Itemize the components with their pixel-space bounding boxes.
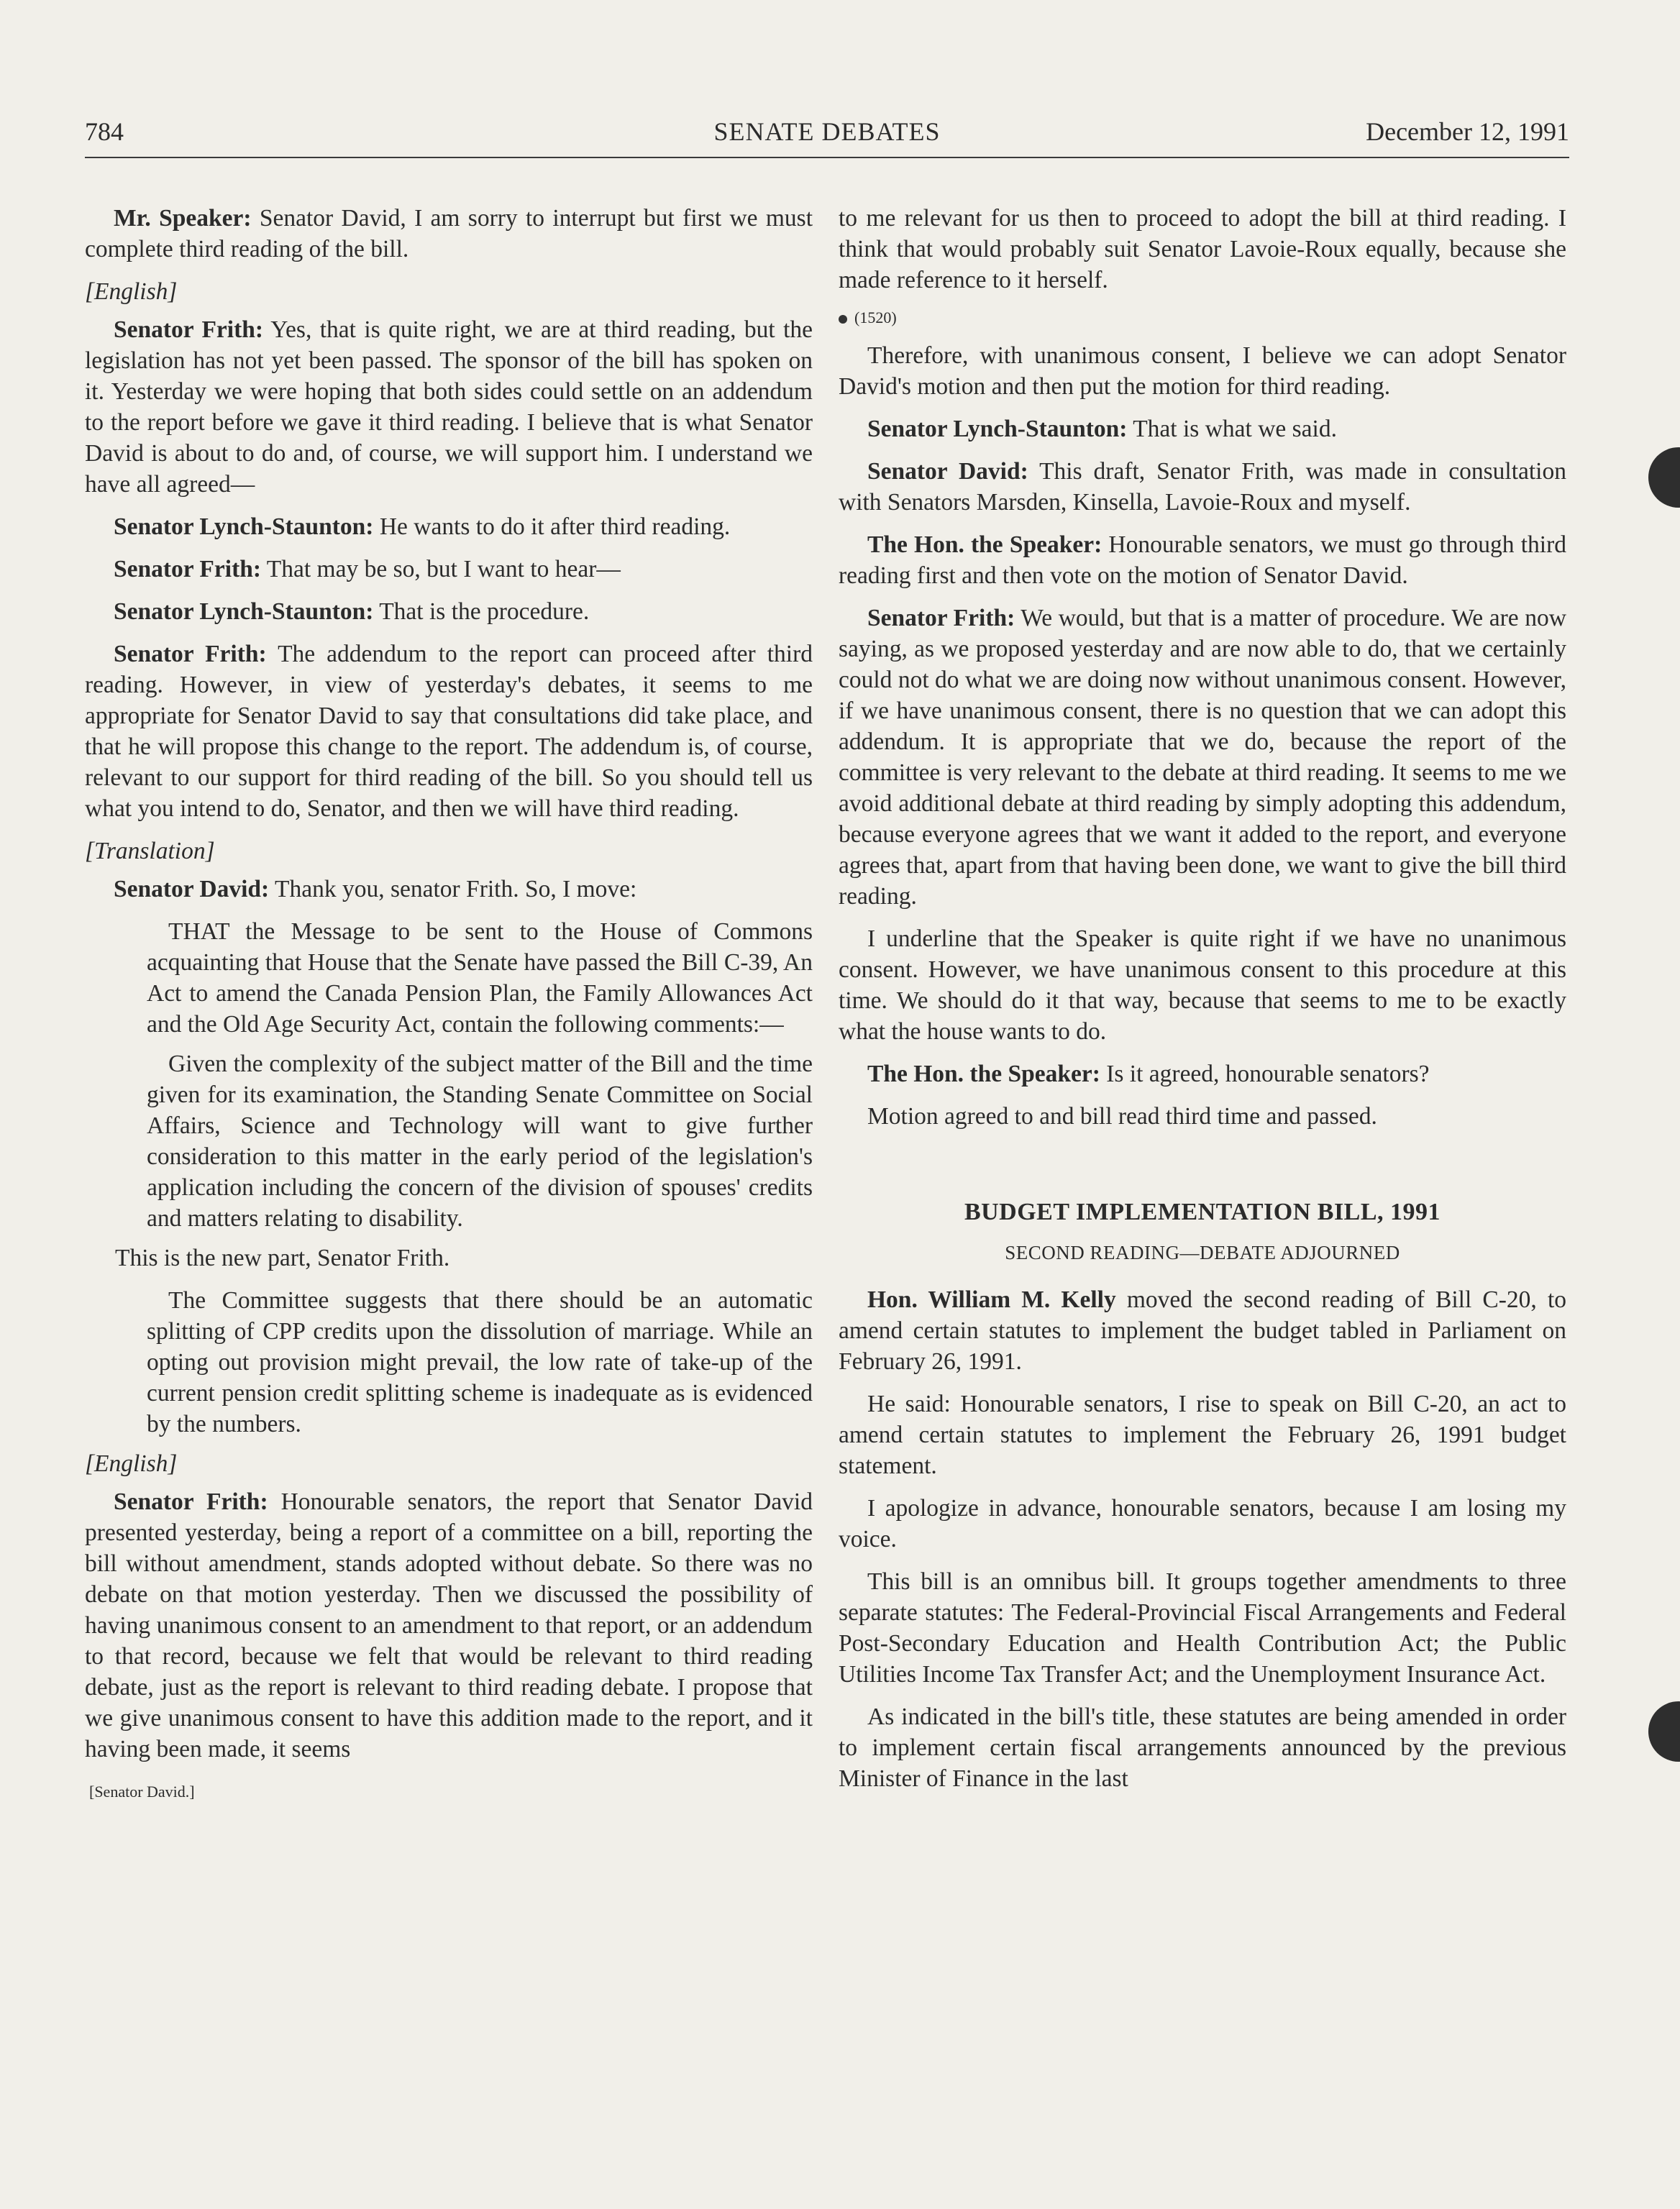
motion-quote: Given the complexity of the subject matter of the Bill and the time given for its examination, the Standing Senate Committee on Social Affairs, Science and Technology will want to give further consideration to this matter in the early period of the legislation's application including the concern of the division of spouses' credits and matters relating to disability. bbox=[147, 1051, 813, 1232]
speaker-name: Senator Frith: bbox=[114, 1488, 268, 1515]
speech-text: Senator David, I am sorry to interrupt but first we must complete third reading of the bill. bbox=[85, 205, 813, 262]
right-column bbox=[839, 203, 1566, 1806]
binder-hole-icon bbox=[1648, 1701, 1680, 1762]
time-marker-label: (1520) bbox=[854, 308, 897, 326]
paragraph: I apologize in advance, honourable senators, because I am losing my voice. bbox=[839, 1495, 1566, 1552]
paragraph: This bill is an omnibus bill. It groups together amendments to three separate statutes: The Federal-Provincial Fiscal Arrangements and Federal Post-Secondary Education and Health Contribution Act; the Public Utilities Income Tax Transfer Act; and the Unemployment Insurance Act. bbox=[839, 1568, 1566, 1688]
running-header bbox=[85, 114, 1569, 158]
speech-text: Thank you, senator Frith. So, I move: bbox=[269, 876, 637, 902]
paragraph bbox=[85, 874, 813, 905]
bullet-icon bbox=[839, 315, 847, 324]
speaker-name: Mr. Speaker: bbox=[114, 205, 252, 232]
speech-text: Yes, that is quite right, we are at third reading, but the legislation has not yet been passed. The sponsor of the bill has spoken on it. Yesterday we were hoping that both sides could settle on an addendum to the report before we gave it third reading. I believe that is what Senator David is about to do and, of course, we will support him. I understand we have all agreed— bbox=[85, 316, 813, 498]
paragraph: Therefore, with unanimous consent, I believe we can adopt Senator David's motion and then put the motion for third reading. bbox=[839, 342, 1566, 400]
speaker-name: Senator Frith: bbox=[114, 641, 267, 667]
speech-text: Is it agreed, honourable senators? bbox=[1100, 1061, 1430, 1087]
language-tag: [Translation] bbox=[85, 838, 215, 864]
speaker-name: Senator David: bbox=[114, 876, 270, 902]
language-tag: [English] bbox=[85, 1450, 178, 1477]
speech-text: The addendum to the report can proceed after third reading. However, in view of yesterday's debates, it seems to me appropriate for Senator David to say that consultations did take place, and that he will propose this change to the report. The addendum is, of course, relevant to our support for third reading of the bill. So you should tell us what you intend to do, Senator, and then we will have third reading. bbox=[85, 641, 813, 822]
paragraph bbox=[85, 596, 813, 627]
paragraph: Motion agreed to and bill read third time and passed. bbox=[867, 1103, 1377, 1130]
paragraph bbox=[839, 529, 1566, 591]
paragraph: As indicated in the bill's title, these statutes are being amended in order to implement certain fiscal arrangements announced by the previous Minister of Finance in the last bbox=[839, 1703, 1566, 1792]
speaker-name: Senator Frith: bbox=[867, 605, 1015, 631]
paragraph bbox=[839, 1058, 1566, 1089]
speech-text: moved the second reading of Bill C-20, to amend certain statutes to implement the budget tabled in Parliament on February 26, 1991. bbox=[839, 1286, 1566, 1375]
paragraph bbox=[85, 554, 813, 585]
speaker-name: Hon. William M. Kelly bbox=[867, 1286, 1116, 1313]
header-date: December 12, 1991 bbox=[1366, 117, 1569, 146]
speaker-name: Senator David: bbox=[867, 458, 1028, 485]
paragraph bbox=[85, 203, 813, 265]
page-number: 784 bbox=[85, 117, 124, 146]
speech-text: This draft, Senator Frith, was made in consultation with Senators Marsden, Kinsella, Lavoie-Roux and myself. bbox=[839, 458, 1566, 516]
speech-text: That is the procedure. bbox=[373, 598, 590, 625]
speaker-name: The Hon. the Speaker: bbox=[867, 531, 1102, 558]
publication-title: SENATE DEBATES bbox=[713, 117, 941, 146]
paragraph bbox=[85, 639, 813, 824]
section-subtitle: SECOND READING—DEBATE ADJOURNED bbox=[1005, 1242, 1400, 1263]
speaker-name: Senator Lynch-Staunton: bbox=[867, 416, 1128, 442]
language-tag: [English] bbox=[85, 278, 178, 305]
paragraph bbox=[85, 314, 813, 500]
speaker-name: Senator Lynch-Staunton: bbox=[114, 513, 374, 540]
speech-text: He wants to do it after third reading. bbox=[373, 513, 731, 540]
section-title: BUDGET IMPLEMENTATION BILL, 1991 bbox=[964, 1199, 1441, 1225]
paragraph: He said: Honourable senators, I rise to speak on Bill C-20, an act to amend certain statutes to implement the February 26, 1991 budget statement. bbox=[839, 1391, 1566, 1479]
motion-quote: The Committee suggests that there should be an automatic splitting of CPP credits upon the dissolution of marriage. While an opting out provision might prevail, the low rate of take-up of the current pension credit splitting scheme is inadequate as is evidenced by the numbers. bbox=[147, 1287, 813, 1437]
paragraph bbox=[85, 1486, 813, 1765]
paragraph bbox=[839, 1284, 1566, 1377]
speech-text: Honourable senators, we must go through third reading first and then vote on the motion of Senator David. bbox=[839, 531, 1566, 589]
paragraph: This is the new part, Senator Frith. bbox=[115, 1245, 450, 1271]
paragraph bbox=[839, 603, 1566, 912]
paragraph bbox=[839, 413, 1566, 444]
time-marker bbox=[839, 307, 1566, 329]
speaker-name: Senator Frith: bbox=[114, 556, 262, 582]
speech-text: That may be so, but I want to hear— bbox=[261, 556, 621, 582]
speaker-name: Senator Lynch-Staunton: bbox=[114, 598, 374, 625]
binder-hole-icon bbox=[1648, 447, 1680, 508]
speech-text: That is what we said. bbox=[1127, 416, 1337, 442]
paragraph bbox=[85, 511, 813, 542]
paragraph bbox=[839, 456, 1566, 518]
page-footer-note: [Senator David.] bbox=[89, 1783, 195, 1801]
speech-text: Honourable senators, the report that Senator David presented yesterday, being a report of a committee on a bill, reporting the bill without amendment, stands adopted without debate. So there was no debate on that motion yesterday. Then we discussed the possibility of having unanimous consent to an amendment to that report, or an addendum to that record, because we felt that would be relevant to third reading debate, just as the report is relevant to third reading debate. I propose that we give unanimous consent to have this addition made to the report, and it having been made, it seems bbox=[85, 1488, 813, 1762]
motion-quote: THAT the Message to be sent to the House of Commons acquainting that House that the Senate have passed the Bill C-39, An Act to amend the Canada Pension Plan, the Family Allowances Act and the Old Age Security Act, contain the following comments:— bbox=[147, 918, 813, 1038]
paragraph: to me relevant for us then to proceed to adopt the bill at third reading. I think that would probably suit Senator Lavoie-Roux equally, because she made reference to it herself. bbox=[839, 205, 1566, 293]
paragraph: I underline that the Speaker is quite right if we have no unanimous consent. However, we have unanimous consent to this procedure at this time. We should do it that way, because that seems to me to be exactly what the house wants to do. bbox=[839, 925, 1566, 1045]
speech-text: We would, but that is a matter of procedure. We are now saying, as we proposed yesterday and are now able to do, that we certainly could not do what we are doing now without unanimous consent. However, if we have unanimous consent, there is no question that we can adopt this addendum. It is appropriate that we do, because the report of the committee is very relevant to the debate at third reading. It seems to me we avoid additional debate at third reading by simply adopting this addendum, because everyone agrees that we want it added to the report, and everyone agrees that, apart from that having been done, we want to give the bill third reading. bbox=[839, 605, 1566, 910]
speaker-name: Senator Frith: bbox=[114, 316, 264, 343]
speaker-name: The Hon. the Speaker: bbox=[867, 1061, 1100, 1087]
left-column bbox=[85, 203, 813, 1819]
